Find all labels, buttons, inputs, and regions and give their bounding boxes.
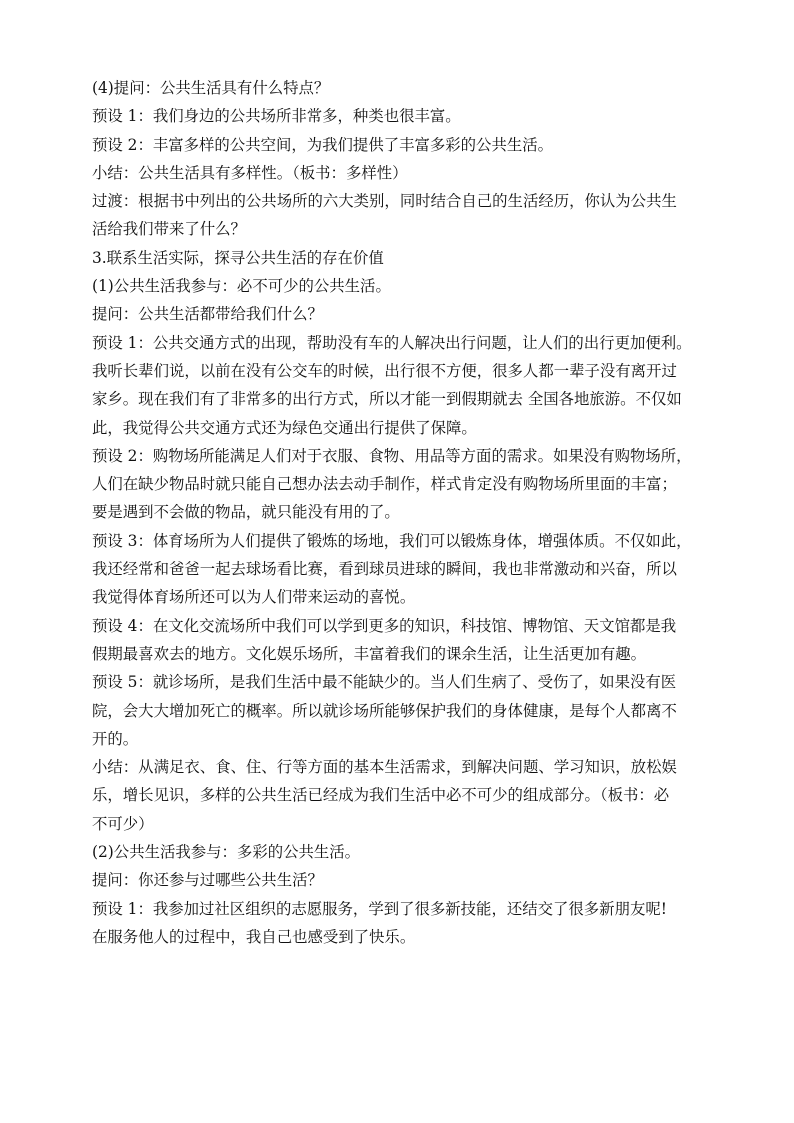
- text-line-12: 家乡。现在我们有了非常多的出行方式，所以才能一到假期就去 全国各地旅游。不仅如: [92, 390, 682, 409]
- text-line-8: (1)公共生活我参与：必不可少的公共生活。: [92, 277, 391, 296]
- text-line-22: 预设 5：就诊场所，是我们生活中最不能缺少的。当人们生病了、受伤了，如果没有医: [92, 673, 677, 692]
- text-line-6: 活给我们带来了什么？: [92, 220, 246, 239]
- text-line-9: 提问：公共生活都带给我们什么？: [92, 305, 323, 324]
- text-line-17: 预设 3：体育场所为人们提供了锻炼的场地，我们可以锻炼身体，增强体质。不仅如此，: [92, 531, 692, 550]
- text-line-16: 要是遇到不会做的物品，就只能没有用的了。: [92, 503, 400, 522]
- text-line-18: 我还经常和爸爸一起去球场看比赛，看到球员进球的瞬间，我也非常激动和兴奋，所以: [92, 560, 677, 579]
- text-line-27: 不可少）: [92, 814, 154, 833]
- text-line-31: 在服务他人的过程中，我自己也感受到了快乐。: [92, 927, 416, 946]
- section-heading: 3.联系生活实际，探寻公共生活的存在价值: [92, 248, 384, 267]
- text-line-3: 预设 2：丰富多样的公共空间，为我们提供了丰富多彩的公共生活。: [92, 135, 554, 154]
- text-line-1: (4)提问：公共生活具有什么特点？: [92, 79, 330, 97]
- text-line-28: (2)公共生活我参与：多彩的公共生活。: [92, 843, 361, 862]
- text-line-5: 过渡：根据书中列出的公共场所的六大类别，同时结合自己的生活经历，你认为公共生: [92, 192, 677, 211]
- text-line-21: 假期最喜欢去的地方。文化娱乐场所，丰富着我们的课余生活，让生活更加有趣。: [92, 644, 647, 663]
- text-line-11: 我听长辈们说，以前在没有公交车的时候，出行很不方便，很多人都一辈子没有离开过: [92, 361, 677, 380]
- text-line-2: 预设 1：我们身边的公共场所非常多，种类也很丰富。: [92, 107, 461, 126]
- text-line-23: 院，会大大增加死亡的概率。所以就诊场所能够保护我们的身体健康，是每个人都离不: [92, 701, 677, 720]
- text-line-10: 预设 1：公共交通方式的出现，帮助没有车的人解决出行问题，让人们的出行更加便利。: [92, 333, 692, 352]
- text-line-24: 开的。: [92, 729, 139, 748]
- text-line-14: 预设 2：购物场所能满足人们对于衣服、食物、用品等方面的需求。如果没有购物场所，: [92, 446, 692, 465]
- document-page: [92, 74, 704, 951]
- text-line-26: 乐，增长见识，多样的公共生活已经成为我们生活中必不可少的组成部分。（板书：必: [92, 786, 670, 805]
- text-line-4: 小结：公共生活具有多样性。（板书：多样性）: [92, 163, 408, 182]
- text-line-19: 我觉得体育场所还可以为人们带来运动的喜悦。: [92, 588, 416, 607]
- text-line-15: 人们在缺少物品时就只能自己想办法去动手制作，样式肯定没有购物场所里面的丰富；: [92, 475, 677, 494]
- text-line-20: 预设 4：在文化交流场所中我们可以学到更多的知识，科技馆、博物馆、天文馆都是我: [92, 616, 677, 635]
- text-line-13: 此，我觉得公共交通方式还为绿色交通出行提供了保障。: [92, 418, 477, 437]
- text-line-29: 提问：你还参与过哪些公共生活？: [92, 871, 323, 890]
- text-line-30: 预设 1：我参加过社区组织的志愿服务，学到了很多新技能，还结交了很多新朋友呢!: [92, 899, 667, 918]
- text-line-25: 小结：从满足衣、食、住、行等方面的基本生活需求，到解决问题、学习知识，放松娱: [92, 758, 677, 777]
